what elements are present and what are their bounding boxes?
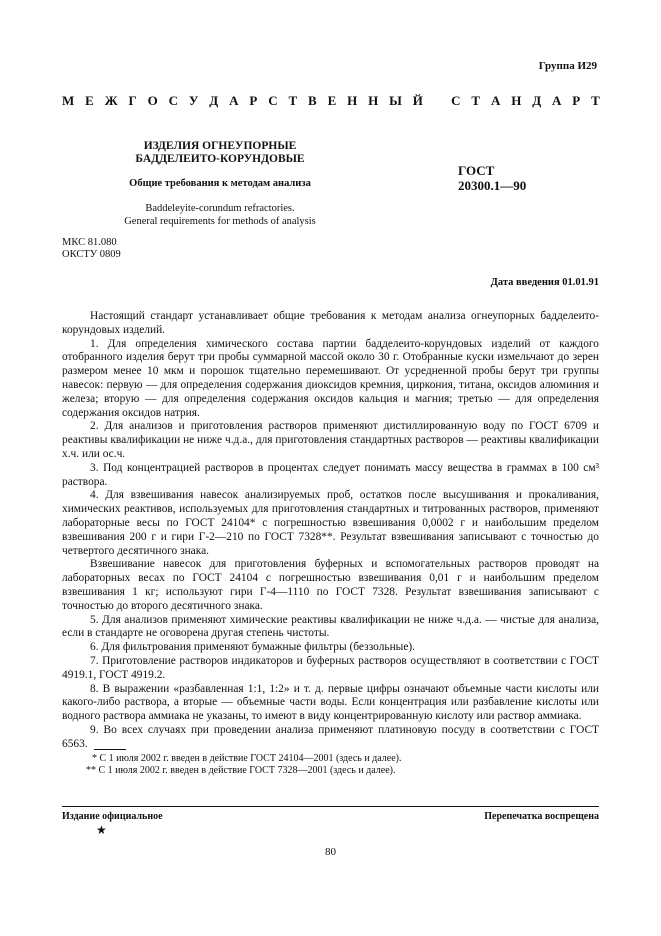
heading-letter: Й bbox=[412, 93, 423, 108]
english-title-line-2: General requirements for methods of analysis bbox=[124, 216, 316, 227]
footnotes bbox=[62, 753, 599, 777]
footnote-separator bbox=[94, 749, 126, 750]
footnote: * С 1 июля 2002 г. введен в действие ГОСТ 24104—2001 (здесь и далее). bbox=[92, 753, 402, 764]
gost-designation bbox=[458, 163, 526, 193]
heading-gap bbox=[434, 93, 441, 109]
heading-letter: Ы bbox=[389, 93, 402, 108]
heading-letter: Р bbox=[572, 93, 581, 108]
heading-letter: М bbox=[62, 93, 75, 108]
heading-letter: А bbox=[229, 93, 239, 108]
heading-letter: Н bbox=[511, 93, 522, 108]
introduction-date bbox=[491, 277, 599, 288]
heading-letter: Н bbox=[347, 93, 358, 108]
english-title-line-1: Baddeleyite-corundum refractories. bbox=[145, 203, 295, 214]
classification-codes bbox=[62, 237, 121, 261]
mks-code: МКС 81.080 bbox=[62, 237, 117, 248]
star-icon: ★ bbox=[96, 823, 107, 837]
paragraph: 9. Во всех случаях при проведении анализа применяют платиновую посуду в соответствии с ГОСТ 6563. bbox=[62, 723, 599, 750]
title-line-1: ИЗДЕЛИЯ ОГНЕУПОРНЫЕ bbox=[143, 140, 297, 152]
heading-letter: Р bbox=[249, 93, 258, 108]
heading-letter: У bbox=[188, 93, 199, 108]
group-code: Группа И29 bbox=[538, 60, 597, 72]
heading-letter: Е bbox=[85, 93, 94, 108]
heading-letter: С bbox=[268, 93, 278, 108]
heading-letter: Д bbox=[532, 93, 542, 108]
heading-letter: С bbox=[168, 93, 178, 108]
heading-letter: А bbox=[552, 93, 562, 108]
heading-letter: Г bbox=[128, 93, 137, 108]
paragraph: 2. Для анализов и приготовления растворов применяют дистиллированную воду по ГОСТ 6709 и реактивы квалификации не ниже ч.д.а., для приготовления стандартных растворов — реактивы квалификации х.ч. или ос.ч. bbox=[62, 420, 599, 460]
interstate-standard-heading bbox=[62, 93, 600, 109]
page-number: 80 bbox=[325, 846, 336, 858]
document-title bbox=[96, 140, 344, 166]
paragraph: 1. Для определения химического состава партии бадделеито-корундовых изделий от каждого отобранного изделия берут три пробы суммарной массой около 30 г. Отобранные куски измельчают до зерен размером менее 10 мкм и порошок тщательно перемешивают. От усредненной пробы берут три группы навесок: первую — для определения содержания диоксидов кремния, циркония, титана, оксидов алюминия и железа; вторую — для определения содержания оксидов кальция и магния; третью — для определения содержания оксидов натрия. bbox=[62, 337, 599, 419]
footnote: ** С 1 июля 2002 г. введен в действие ГОСТ 7328—2001 (здесь и далее). bbox=[86, 765, 396, 776]
heading-letter: В bbox=[308, 93, 317, 108]
official-edition: Издание официальное bbox=[62, 811, 163, 822]
heading-letter: Н bbox=[368, 93, 379, 108]
footer-rule bbox=[62, 806, 599, 807]
paragraph: 3. Под концентрацией растворов в процентах следует понимать массу вещества в граммах в 100 см³ раствора. bbox=[62, 461, 599, 488]
heading-letter: О bbox=[147, 93, 158, 108]
paragraph: 8. В выражении «разбавленная 1:1, 1:2» и т. д. первые цифры означают объемные части кислоты или какого-либо раствора, а вторые — объемные части воды. Если концентрация или разбавление кислоты или водного раствора аммиака не указаны, то имеют в виду концентрированную кислоту или раствор аммиака. bbox=[62, 682, 599, 723]
heading-letter: С bbox=[451, 93, 461, 108]
gost-number: 20300.1—90 bbox=[458, 178, 527, 193]
heading-letter: А bbox=[490, 93, 501, 108]
title-line-2: БАДДЕЛЕИТО-КОРУНДОВЫЕ bbox=[135, 153, 305, 165]
paragraph: Взвешивание навесок для приготовления буферных и вспомогательных растворов проводят на лабораторных весах по ГОСТ 24104 с погрешностью взвешивания 0,01 г и наибольшим пределом взвешивания 1 кг; используют гири Г-4—1110 по ГОСТ 7328. Результат взвешивания записывают с точностью до второго десятичного знака. bbox=[62, 558, 599, 612]
document-subtitle: Общие требования к методам анализа bbox=[129, 178, 311, 189]
paragraph: 5. Для анализов применяют химические реактивы квалификации не ниже ч.д.а. — чистые для анализа, если в стандарте не оговорена другая степень чистоты. bbox=[62, 613, 599, 640]
paragraph: 6. Для фильтрования применяют бумажные фильтры (беззольные). bbox=[90, 641, 416, 654]
reprint-prohibited: Перепечатка воспрещена bbox=[484, 811, 599, 822]
heading-letter: Т bbox=[288, 93, 298, 108]
paragraph: Настоящий стандарт устанавливает общие требования к методам анализа огнеупорных бадделеито-корундовых изделий. bbox=[62, 310, 599, 336]
gost-label: ГОСТ bbox=[458, 163, 495, 178]
heading-letter: Д bbox=[209, 93, 219, 108]
heading-letter: Т bbox=[591, 93, 600, 108]
date-value: 01.01.91 bbox=[562, 277, 599, 288]
paragraph: 4. Для взвешивания навесок анализируемых проб, остатков после высушивания и прокаливания, химических реактивов, используемых для приготовления стандартных и титрованных растворов, применяют лабораторные весы по ГОСТ 24104* с погрешностью взвешивания 0,0002 г и наибольшим пределом взвешивания 200 г и гири Г-2—210 по ГОСТ 7328**. Результат взвешивания записывают с точностью до четвертого десятичного знака. bbox=[62, 489, 599, 557]
document-body bbox=[62, 310, 599, 752]
heading-letter: Т bbox=[471, 93, 481, 108]
heading-letter: Ж bbox=[104, 93, 118, 108]
english-title bbox=[96, 202, 344, 228]
paragraph: 7. Приготовление растворов индикаторов и буферных растворов осуществляют в соответствии с ГОСТ 4919.1, ГОСТ 4919.2. bbox=[62, 654, 599, 681]
okstu-code: ОКСТУ 0809 bbox=[62, 249, 121, 260]
heading-letter: Е bbox=[327, 93, 337, 108]
date-label: Дата введения bbox=[490, 277, 560, 288]
